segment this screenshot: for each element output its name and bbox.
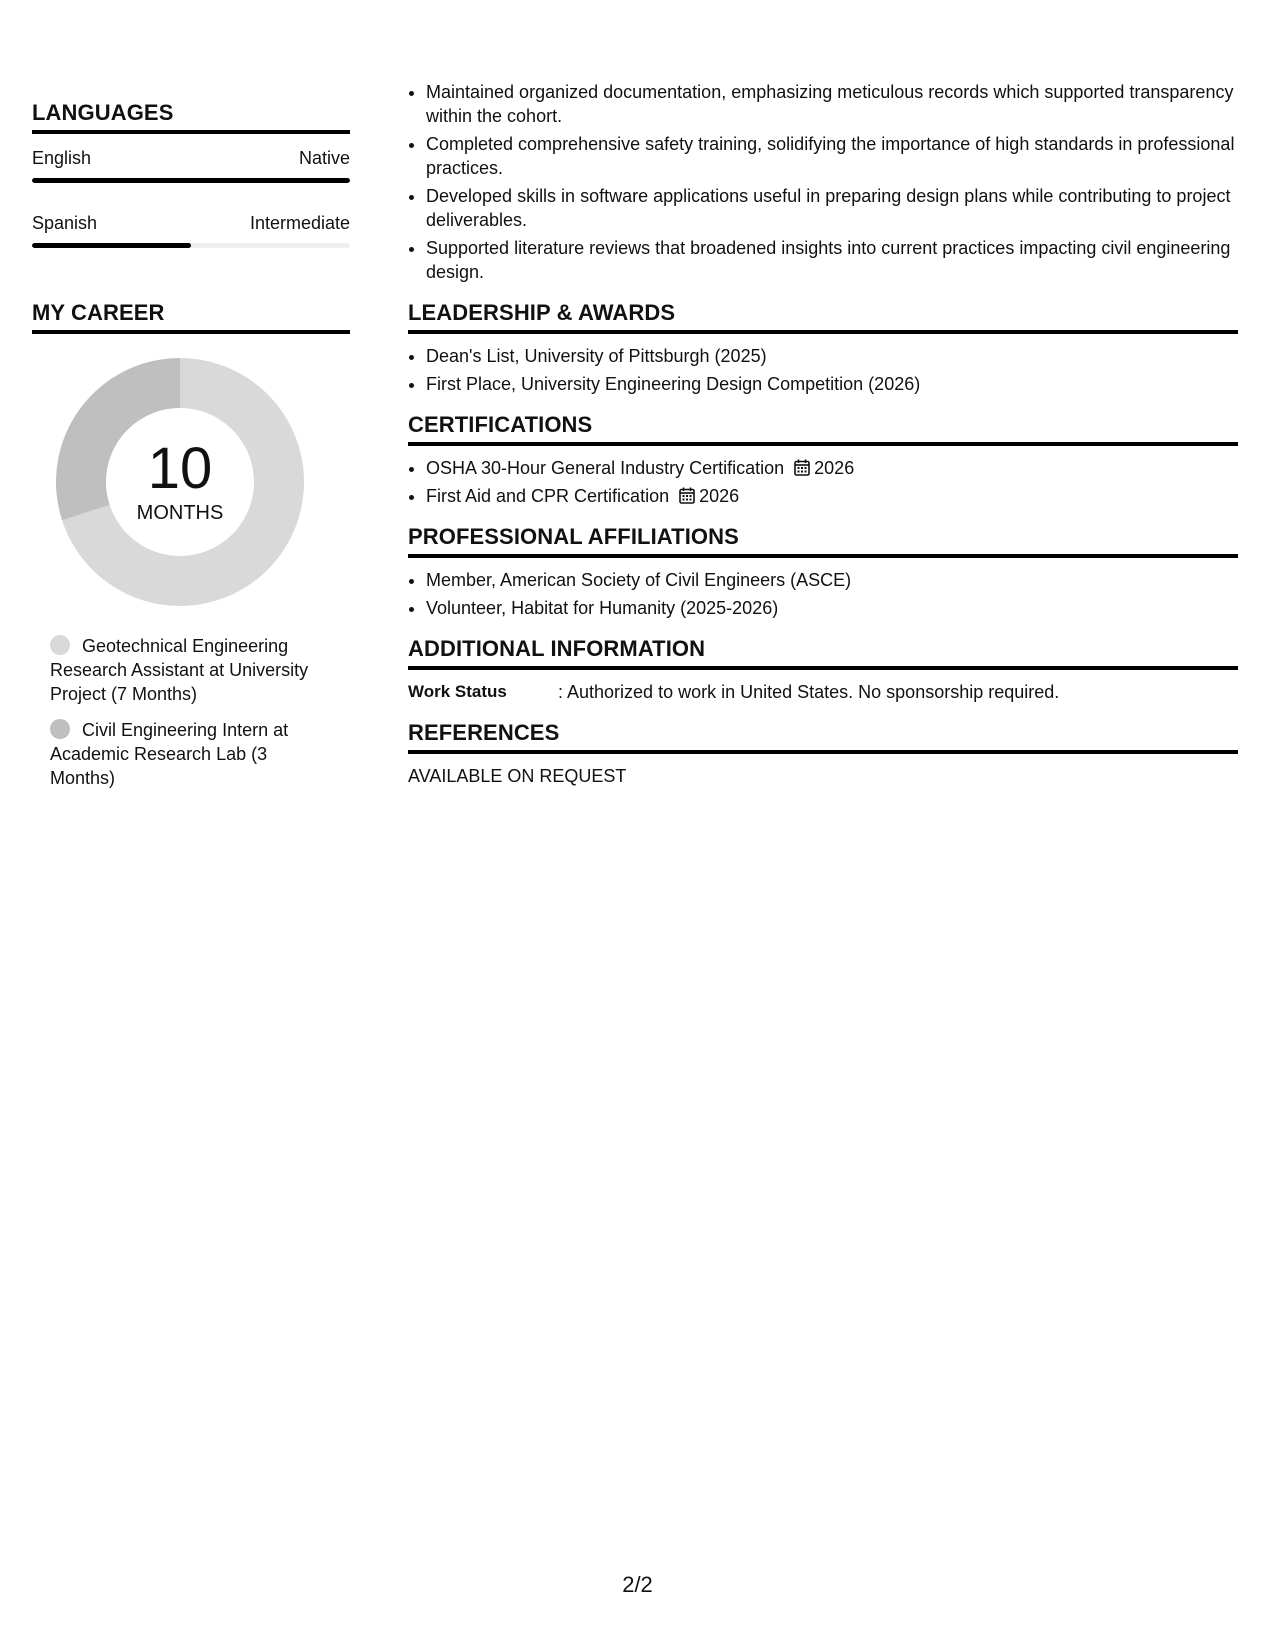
left-column <box>32 100 350 802</box>
calendar-icon <box>679 487 695 504</box>
certification-year: 2026 <box>814 458 855 478</box>
list-item: • Dean's List, University of Pittsburgh (2025) <box>426 344 1238 368</box>
legend-label: Civil Engineering Intern at Academic Research Lab (3 Months) <box>50 720 289 788</box>
page-number: 2/2 <box>622 1572 653 1597</box>
references-heading: REFERENCES <box>408 720 1238 754</box>
certification-year: 2026 <box>699 486 740 506</box>
career-legend <box>32 634 350 790</box>
legend-label: Geotechnical Engineering Research Assistant at University Project (7 Months) <box>50 636 309 704</box>
calendar-icon <box>794 459 810 476</box>
legend-item <box>50 634 335 706</box>
languages-heading: LANGUAGES <box>32 100 350 134</box>
leadership-heading: LEADERSHIP & AWARDS <box>408 300 1238 334</box>
legend-item <box>50 718 335 790</box>
list-item: • First Place, University Engineering Design Competition (2026) <box>426 372 1238 396</box>
list-item: • Developed skills in software applications useful in preparing design plans while contributing to project deliverables. <box>426 184 1238 232</box>
work-status-value: : Authorized to work in United States. No sponsorship required. <box>558 682 1060 702</box>
career-total-value: 10 <box>147 436 213 501</box>
work-status-row <box>408 680 1238 704</box>
certification-name: OSHA 30-Hour General Industry Certification <box>426 458 785 478</box>
list-item: • Volunteer, Habitat for Humanity (2025-2026) <box>426 596 1238 620</box>
career-total-unit: MONTHS <box>136 502 224 524</box>
legend-dot <box>50 635 70 655</box>
list-item: • Member, American Society of Civil Engineers (ASCE) <box>426 568 1238 592</box>
donut-center <box>54 356 306 608</box>
language-level: Native <box>298 148 350 168</box>
language-item-english <box>32 146 350 183</box>
additional-info-heading: ADDITIONAL INFORMATION <box>408 636 1238 670</box>
list-item: • Completed comprehensive safety training, solidifying the importance of high standards in professional practices. <box>426 132 1238 180</box>
career-heading: MY CAREER <box>32 300 350 334</box>
language-proficiency-fill <box>32 178 350 183</box>
list-item: • Supported literature reviews that broadened insights into current practices impacting civil engineering design. <box>426 236 1238 284</box>
certifications-section <box>408 412 1238 508</box>
affiliations-section <box>408 524 1238 620</box>
references-section <box>408 720 1238 788</box>
language-level: Intermediate <box>249 213 350 233</box>
career-donut-chart <box>54 356 306 608</box>
experience-bullets <box>408 80 1238 284</box>
affiliations-heading: PROFESSIONAL AFFILIATIONS <box>408 524 1238 558</box>
additional-info-section <box>408 636 1238 704</box>
list-item: • Maintained organized documentation, emphasizing meticulous records which supported transparency within the cohort. <box>426 80 1238 128</box>
right-column <box>408 80 1238 788</box>
references-text: AVAILABLE ON REQUEST <box>408 766 627 786</box>
language-name: English <box>32 148 92 168</box>
list-item <box>426 484 1238 508</box>
list-item <box>426 456 1238 480</box>
legend-dot <box>50 719 70 739</box>
leadership-section <box>408 300 1238 396</box>
language-proficiency-bar <box>32 243 350 248</box>
language-proficiency-fill <box>32 243 191 248</box>
language-name: Spanish <box>32 213 98 233</box>
language-item-spanish <box>32 211 350 248</box>
certification-name: First Aid and CPR Certification <box>426 486 670 506</box>
certifications-heading: CERTIFICATIONS <box>408 412 1238 446</box>
work-status-label: Work Status <box>408 682 507 701</box>
language-proficiency-bar <box>32 178 350 183</box>
